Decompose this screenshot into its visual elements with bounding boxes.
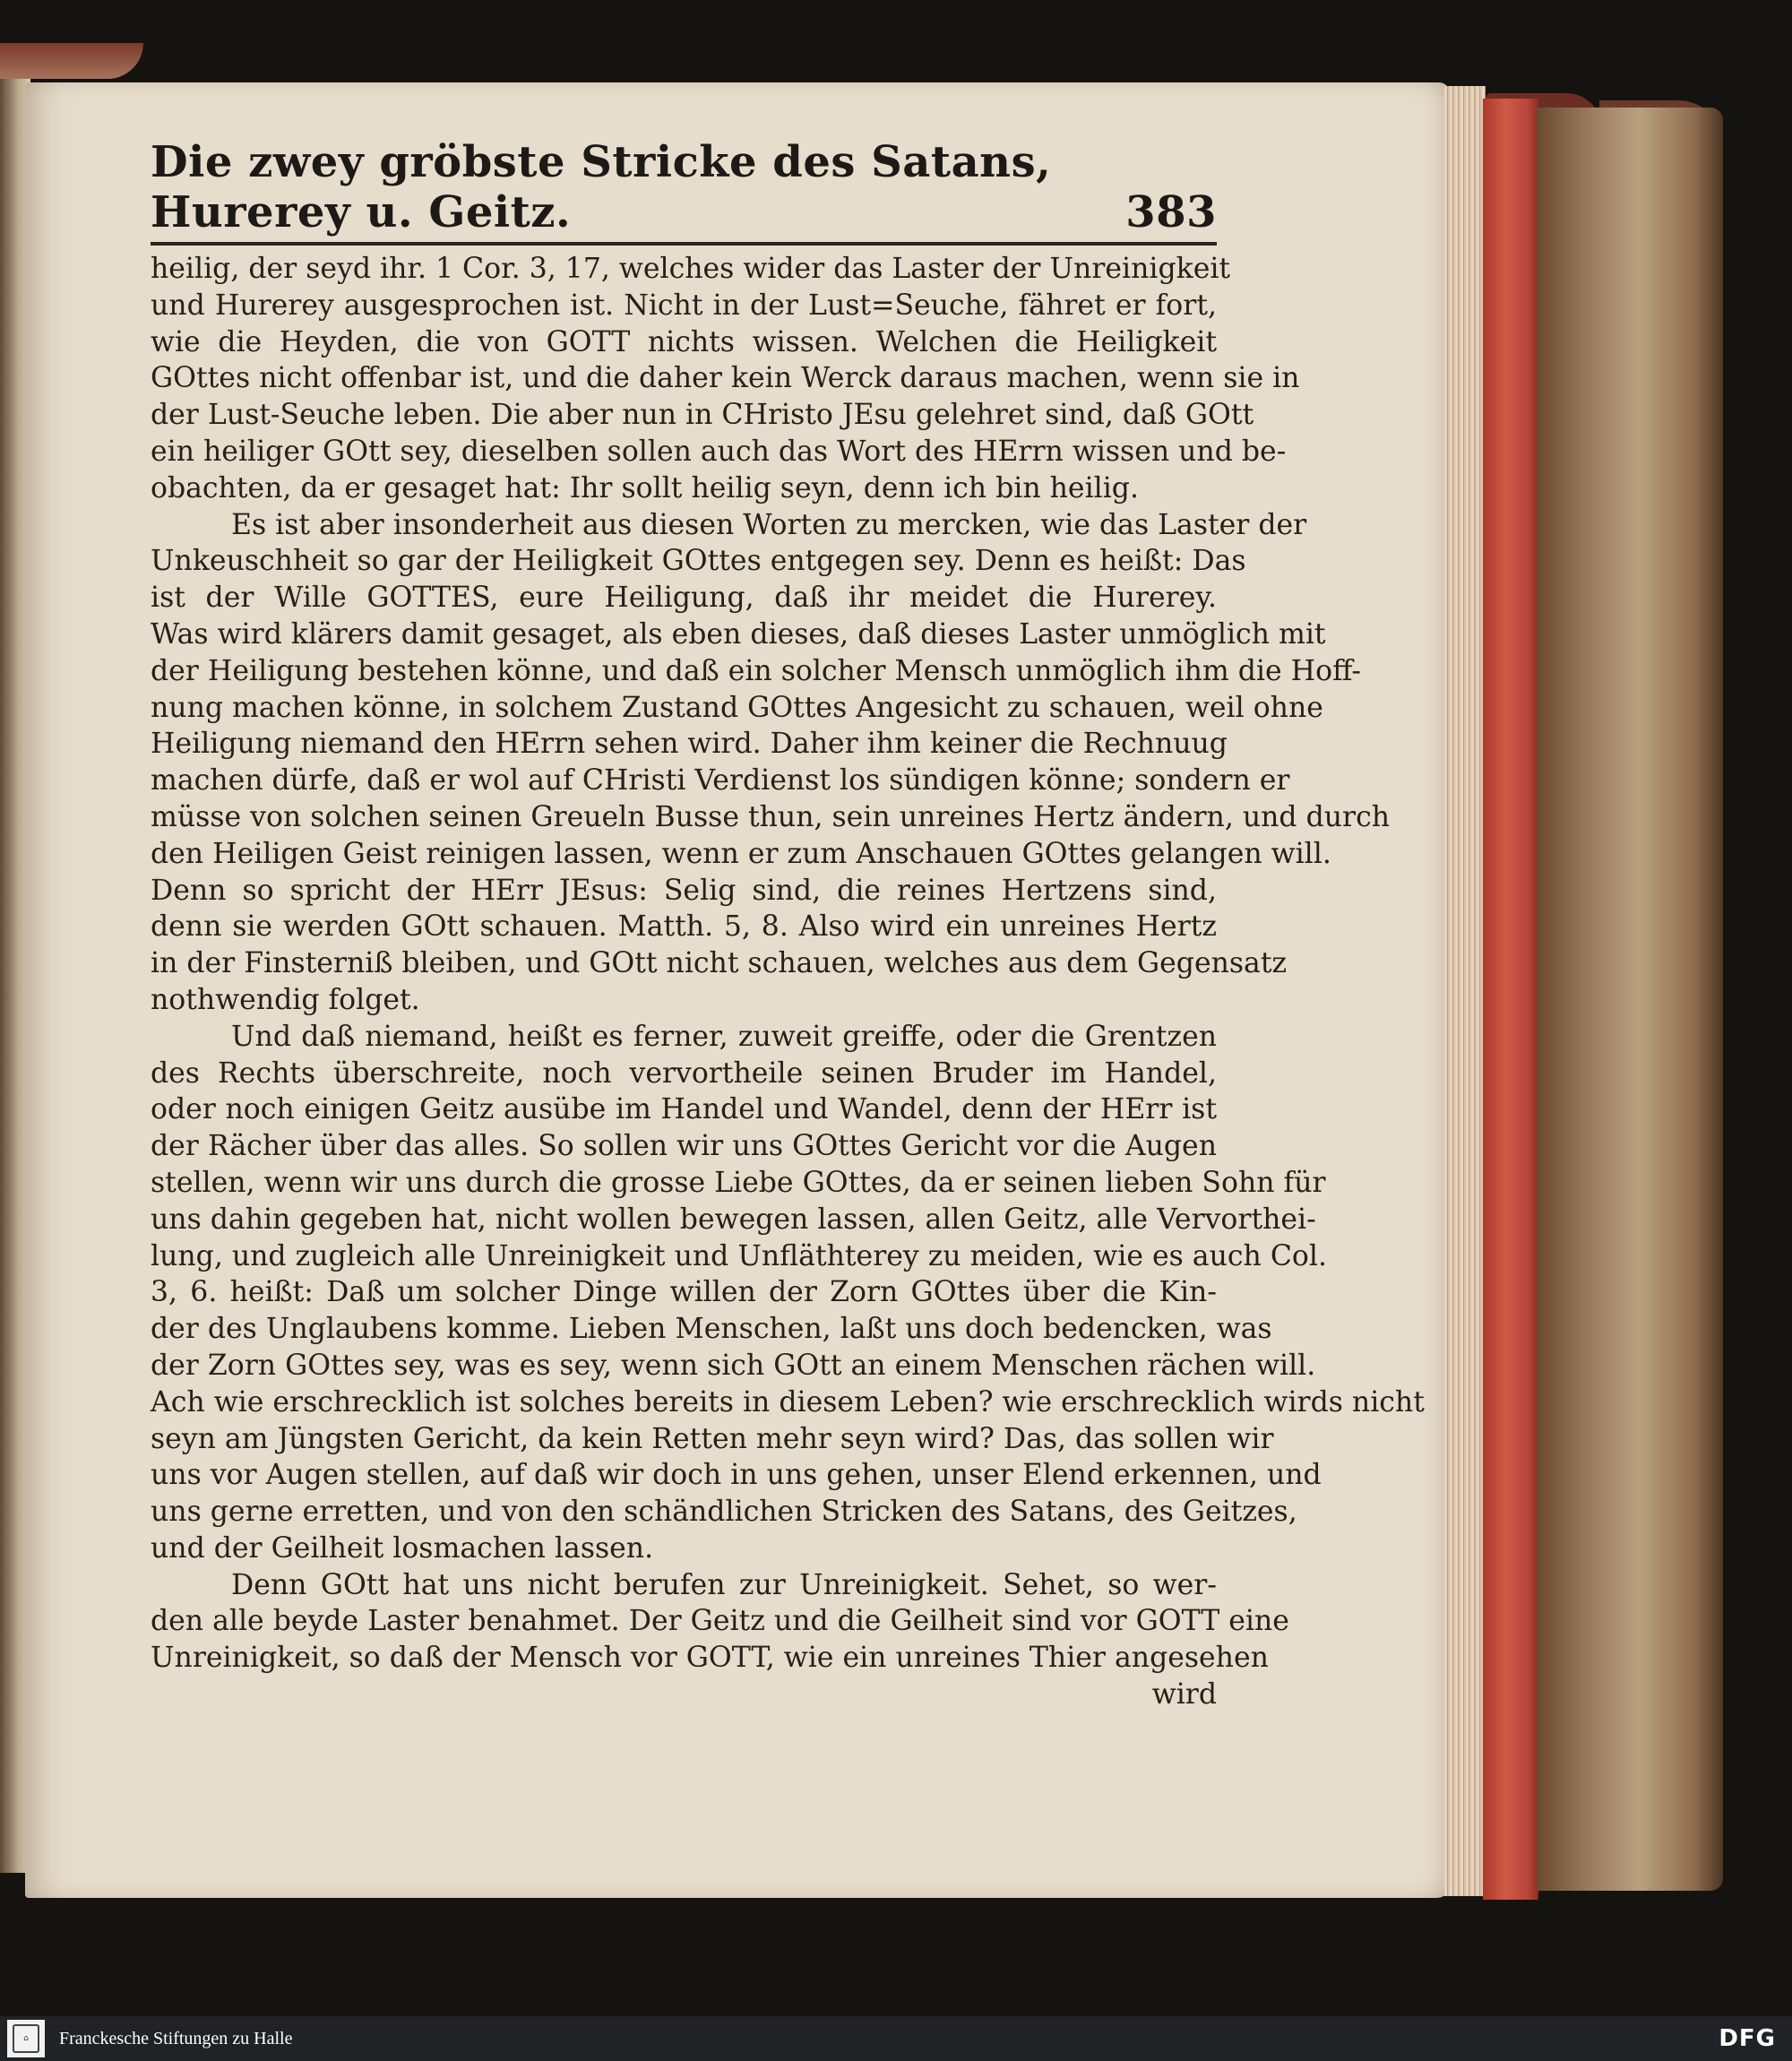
- institution-logo[interactable]: [7, 2020, 45, 2057]
- text-line: uns gerne erretten, und von den schändlichen Stricken des Satans, des Geitzes,: [151, 1496, 1297, 1529]
- page-body: [151, 251, 1425, 1713]
- text-line: Es ist aber insonderheit aus diesen Worten zu mercken, wie das Laster der: [231, 508, 1307, 541]
- text-line: müsse von solchen seinen Greueln Busse thun, sein unreines Hertz ändern, und durch: [151, 800, 1391, 833]
- text-line: ist der Wille GOTTES, eure Heiligung, daß ihr meidet die Hurerey.: [151, 582, 1217, 615]
- text-line: der des Unglaubens komme. Lieben Menschen, laßt uns doch bedencken, was: [151, 1313, 1272, 1346]
- page-stack-edge: [1444, 86, 1486, 1896]
- text-line: 3, 6. heißt: Daß um solcher Dinge willen der Zorn GOttes über die Kin-: [151, 1276, 1217, 1309]
- header-rule: [151, 242, 1217, 246]
- text-line: der Heiligung bestehen könne, und daß ein solcher Mensch unmöglich ihm die Hoff-: [151, 654, 1361, 687]
- institution-name[interactable]: Franckesche Stiftungen zu Halle: [59, 2028, 293, 2048]
- text-line: GOttes nicht offenbar ist, und die daher kein Werck daraus machen, wenn sie in: [151, 362, 1300, 395]
- text-line: Unreinigkeit, so daß der Mensch vor GOTT, wie ein unreines Thier angesehen: [151, 1642, 1269, 1675]
- text-line: der Rächer über das alles. So sollen wir uns GOttes Gericht vor die Augen: [151, 1130, 1217, 1163]
- text-line: und Hurerey ausgesprochen ist. Nicht in der Lust=Seuche, fähret er fort,: [151, 289, 1217, 322]
- catchword: wird: [1151, 1678, 1217, 1712]
- text-line: heilig, der seyd ihr. 1 Cor. 3, 17, welches wider das Laster der Unreinigkeit: [151, 253, 1231, 285]
- viewer-footer: [0, 2016, 1792, 2061]
- text-line: obachten, da er gesaget hat: Ihr sollt heilig seyn, denn ich bin heilig.: [151, 471, 1139, 504]
- text-line: oder noch einigen Geitz ausübe im Handel und Wandel, denn der HErr ist: [151, 1093, 1217, 1126]
- book-cover-corner: [0, 43, 143, 79]
- text-line: Was wird klärers damit gesaget, als eben dieses, daß dieses Laster unmöglich mit: [151, 617, 1326, 651]
- text-line: ein heiliger GOtt sey, dieselben sollen auch das Wort des HErrn wissen und be-: [151, 435, 1287, 468]
- text-line: wie die Heyden, die von GOTT nichts wissen. Welchen die Heiligkeit: [151, 325, 1217, 358]
- text-line: und der Geilheit losmachen lassen.: [151, 1531, 654, 1565]
- red-page-edge: [1483, 99, 1538, 1900]
- text-line: nothwendig folget.: [151, 983, 420, 1016]
- text-line: Ach wie erschrecklich ist solches bereits in diesem Leben? wie erschrecklich wirds nicht: [151, 1385, 1425, 1419]
- text-line: den Heiligen Geist reinigen lassen, wenn er zum Anschauen GOttes gelangen will.: [151, 837, 1331, 870]
- text-line: uns vor Augen stellen, auf daß wir doch in uns gehen, unser Elend erkennen, und: [151, 1459, 1322, 1492]
- text-line: der Zorn GOttes sey, was es sey, wenn sich GOtt an einem Menschen rächen will.: [151, 1349, 1316, 1382]
- dfg-badge: DFG: [1719, 2025, 1776, 2052]
- logo-icon: ⌂: [13, 2024, 39, 2053]
- text-line: stellen, wenn wir uns durch die grosse Liebe GOttes, da er seinen lieben Sohn für: [151, 1166, 1326, 1199]
- text-line: Und daß niemand, heißt es ferner, zuweit greiffe, oder die Grentzen: [231, 1020, 1217, 1053]
- text-line: lung, und zugleich alle Unreinigkeit und Unfläthterey zu meiden, wie es auch Col.: [151, 1239, 1327, 1272]
- text-line: den alle beyde Laster benahmet. Der Geitz und die Geilheit sind vor GOTT eine: [151, 1605, 1289, 1638]
- text-line: Unkeuschheit so gar der Heiligkeit GOttes entgegen sey. Denn es heißt: Das: [151, 545, 1246, 578]
- page-number: 383: [1125, 187, 1217, 237]
- text-line: in der Finsterniß bleiben, und GOtt nicht schauen, welches aus dem Gegensatz: [151, 947, 1288, 980]
- text-line: machen dürfe, daß er wol auf CHristi Verdienst los sündigen könne; sondern er: [151, 764, 1290, 798]
- text-line: denn sie werden GOtt schauen. Matth. 5, 8. Also wird ein unreines Hertz: [151, 910, 1217, 944]
- text-line: nung machen könne, in solchem Zustand GOttes Angesicht zu schauen, weil ohne: [151, 691, 1323, 724]
- cover-board: [1537, 108, 1723, 1891]
- text-line: Heiligung niemand den HErrn sehen wird. Daher ihm keiner die Rechnuug: [151, 728, 1228, 761]
- text-line: der Lust-Seuche leben. Die aber nun in CHristo JEsu gelehret sind, daß GOtt: [151, 399, 1254, 432]
- header-title: Die zwey gröbste Stricke des Satans, Hurerey u. Geitz.: [151, 137, 1052, 237]
- text-line: des Rechts überschreite, noch vervortheile seinen Bruder im Handel,: [151, 1056, 1217, 1090]
- text-line: seyn am Jüngsten Gericht, da kein Retten mehr seyn wird? Das, das sollen wir: [151, 1422, 1274, 1455]
- text-line: Denn GOtt hat uns nicht berufen zur Unreinigkeit. Sehet, so wer-: [231, 1568, 1217, 1601]
- running-header: [151, 137, 1217, 237]
- text-line: Denn so spricht der HErr JEsus: Selig sind, die reines Hertzens sind,: [151, 874, 1217, 907]
- text-line: uns dahin gegeben hat, nicht wollen bewegen lassen, allen Geitz, alle Vervorthei-: [151, 1203, 1316, 1236]
